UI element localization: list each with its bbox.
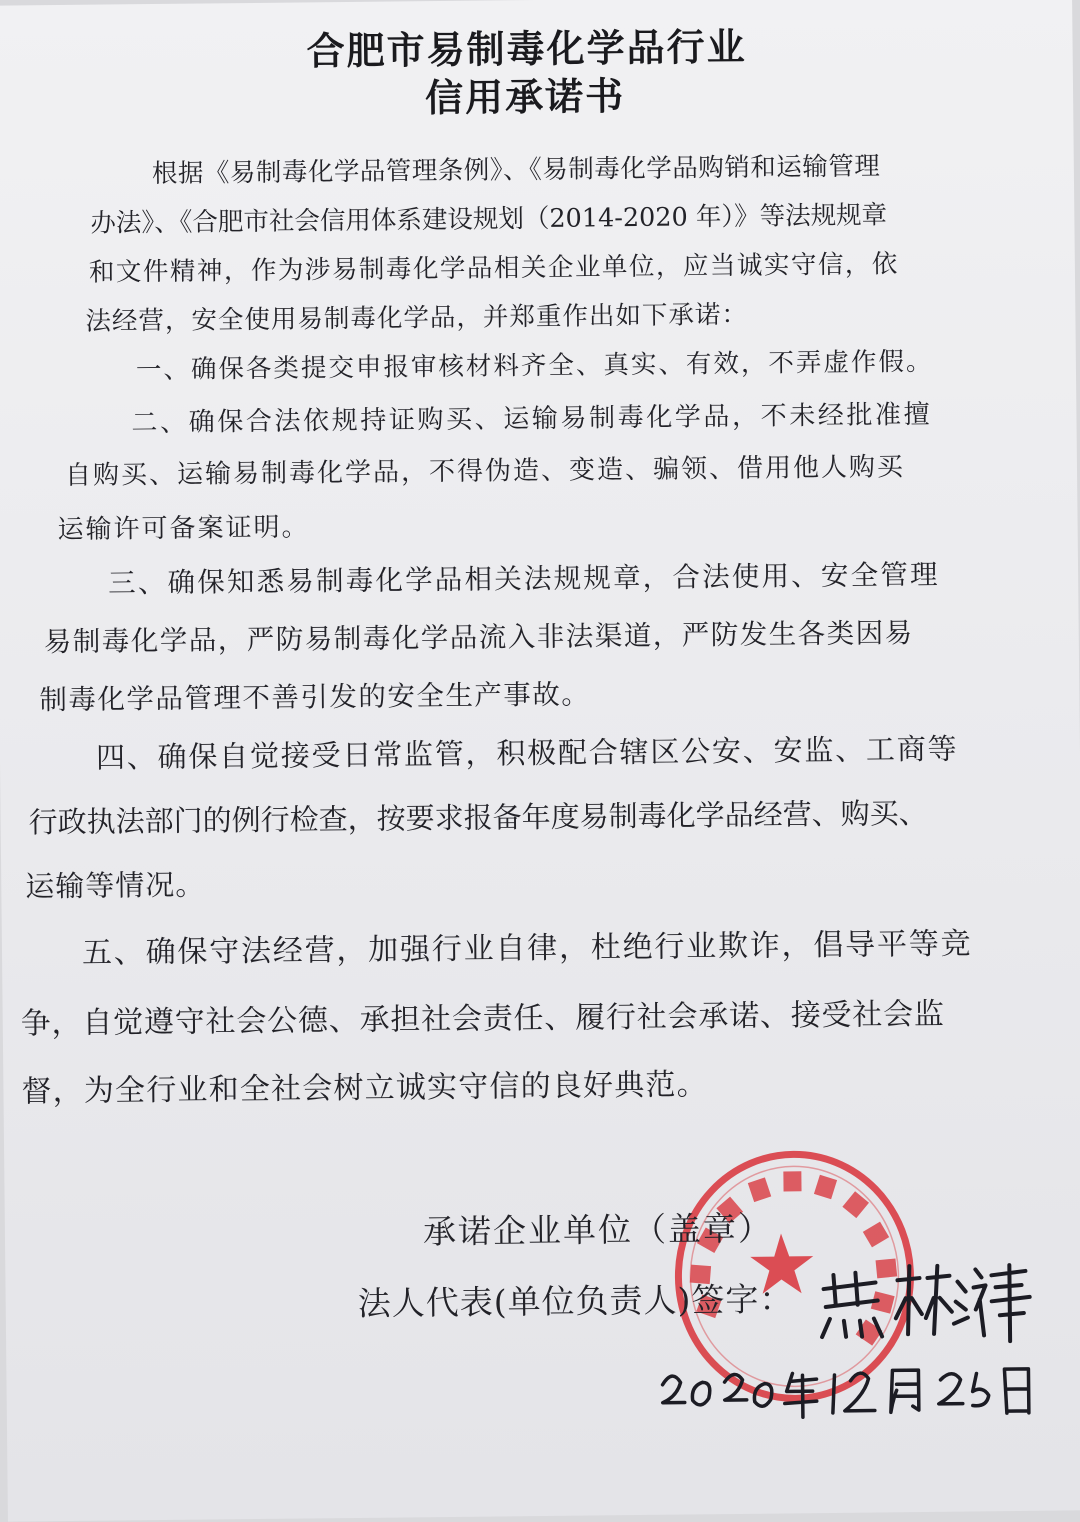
body-line: 二、确保合法依规持证购买、运输易制毒化学品，不未经批准擅 — [131, 399, 933, 439]
body-line: 督，为全行业和全社会树立诚实守信的良好典范。 — [21, 1067, 709, 1110]
body-line: 四、确保自觉接受日常监管，积极配合辖区公安、安监、工商等 — [95, 731, 959, 775]
body-line: 法经营，安全使用易制毒化学品，并郑重作出如下承诺： — [85, 299, 749, 337]
body-line: 办法》、《合肥市社会信用体系建设规划（2014-2020 年）》等法规规章 — [90, 200, 888, 239]
body-line: 争，自觉遵守社会公德、承担社会责任、履行社会承诺、接受社会监 — [20, 996, 945, 1042]
legal-rep-label: 法人代表(单位负责人)签字： — [357, 1279, 794, 1323]
signing-date — [656, 1359, 1037, 1423]
body-line: 制毒化学品管理不善引发的安全生产事故。 — [39, 678, 591, 717]
body-line: 运输等情况。 — [25, 867, 206, 904]
document-subtitle: 信用承诺书 — [424, 74, 626, 121]
body-line: 一、确保各类提交申报审核材料齐全、真实、有效，不弄虚作假。 — [135, 346, 934, 386]
body-line: 三、确保知悉易制毒化学品相关法规规章，合法使用、安全管理 — [107, 558, 940, 600]
body-line: 自购买、运输易制毒化学品，不得伪造、变造、骗领、借用他人购买 — [64, 452, 906, 491]
document-title: 合肥市易制毒化学品行业 — [306, 24, 747, 74]
date-text — [656, 1363, 657, 1364]
body-line: 易制毒化学品，严防易制毒化学品流入非法渠道，严防发生各类因易 — [43, 617, 914, 659]
body-line: 行政执法部门的例行检查，按要求报备年度易制毒化学品经营、购买、 — [28, 795, 928, 840]
handwritten-date-graphic — [656, 1359, 1037, 1423]
body-line: 根据《易制毒化学品管理条例》、《易制毒化学品购销和运输管理 — [151, 151, 881, 190]
handwritten-signature — [815, 1257, 1036, 1349]
body-line: 和文件精神，作为涉易制毒化学品相关企业单位，应当诚实守信，依 — [88, 249, 900, 288]
seal-lettering — [668, 1147, 669, 1148]
sign-unit-label: 承诺企业单位（盖章） — [422, 1208, 774, 1252]
body-line: 运输许可备案证明。 — [57, 512, 310, 546]
body-line: 五、确保守法经营，加强行业自律，杜绝行业欺诈，倡导平等竞 — [81, 926, 973, 971]
